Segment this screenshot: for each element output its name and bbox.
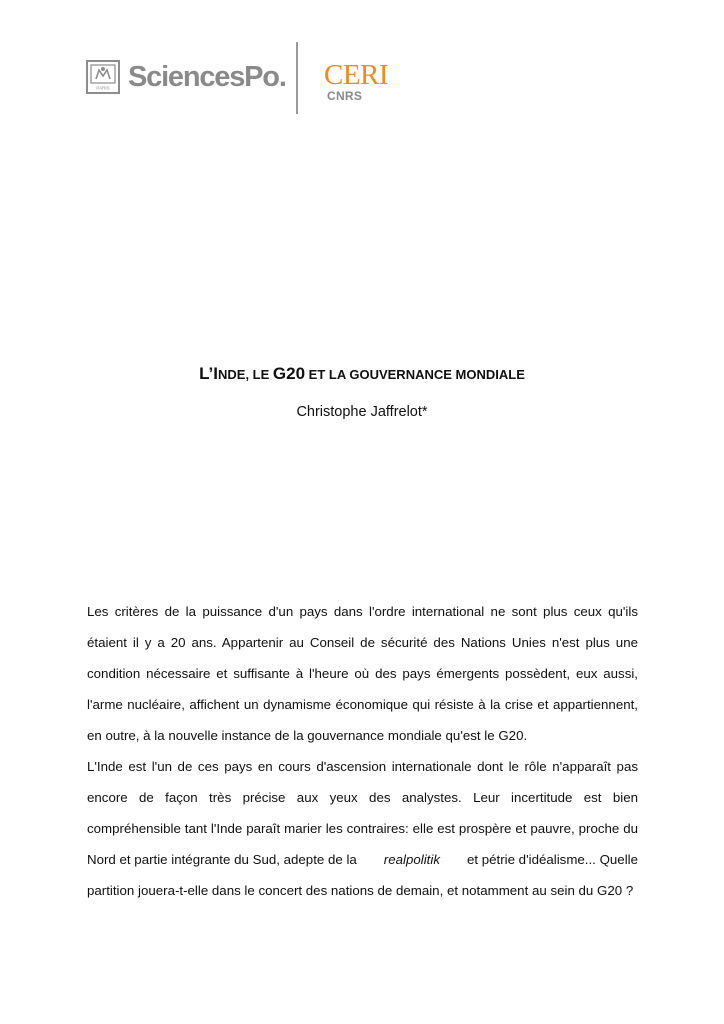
paragraph-line: en outre, à la nouvelle instance de la gouvernance mondiale qu'est le G20. [87,728,528,743]
crest-label: PARIS [96,85,110,91]
paragraph-line: compréhensible tant l'Inde paraît marier les contraires: elle est prospère et pauvre, proche du [87,821,638,836]
title-part-inde: NDE, LE [218,367,273,382]
paragraph-line: L'Inde est l'un de ces pays en cours d'ascension internationale dont le rôle n'apparaît pas [87,759,638,774]
line-segment: et pétrie d'idéalisme... Quelle [463,852,638,867]
paragraph-line: partition jouera-t-elle dans le concert des nations de demain, et notamment au sein du G20 ? [87,883,634,898]
title-part-g20: G20 [272,364,306,383]
ceri-logo-text: CERI [324,59,389,91]
page-header [86,40,406,116]
paragraph-line: étaient il y a 20 ans. Appartenir au Conseil de sécurité des Nations Unies n'est plus une [87,635,638,650]
cnrs-logo-text: CNRS [327,89,363,103]
document-title [0,364,724,384]
paragraph-line: condition nécessaire et suffisante à l'heure où des pays émergents possèdent, eux aussi, [87,666,638,681]
header-divider [296,42,298,114]
sciencespo-crest-logo [86,60,120,94]
title-part-rest: ET LA GOUVERNANCE MONDIALE [305,367,525,382]
line-segment: Nord et partie intégrante du Sud, adepte de la [87,852,361,867]
paragraph-line: l'arme nucléaire, affichent un dynamisme économique qui résiste à la crise et appartiennent, [87,697,638,712]
title-initial: L’I [199,364,219,383]
paragraph-line: encore de façon très précise aux yeux des analystes. Leur incertitude est bien [87,790,638,805]
paragraph-line [87,852,638,870]
sciencespo-logo-text: SciencesPo. [128,61,286,93]
italic-term: realpolitik [383,852,440,867]
paragraph-line: Les critères de la puissance d'un pays dans l'ordre international ne sont plus ceux qu'ils [87,604,638,619]
author-name: Christophe Jaffrelot* [296,404,428,420]
crest-icon [88,62,118,92]
